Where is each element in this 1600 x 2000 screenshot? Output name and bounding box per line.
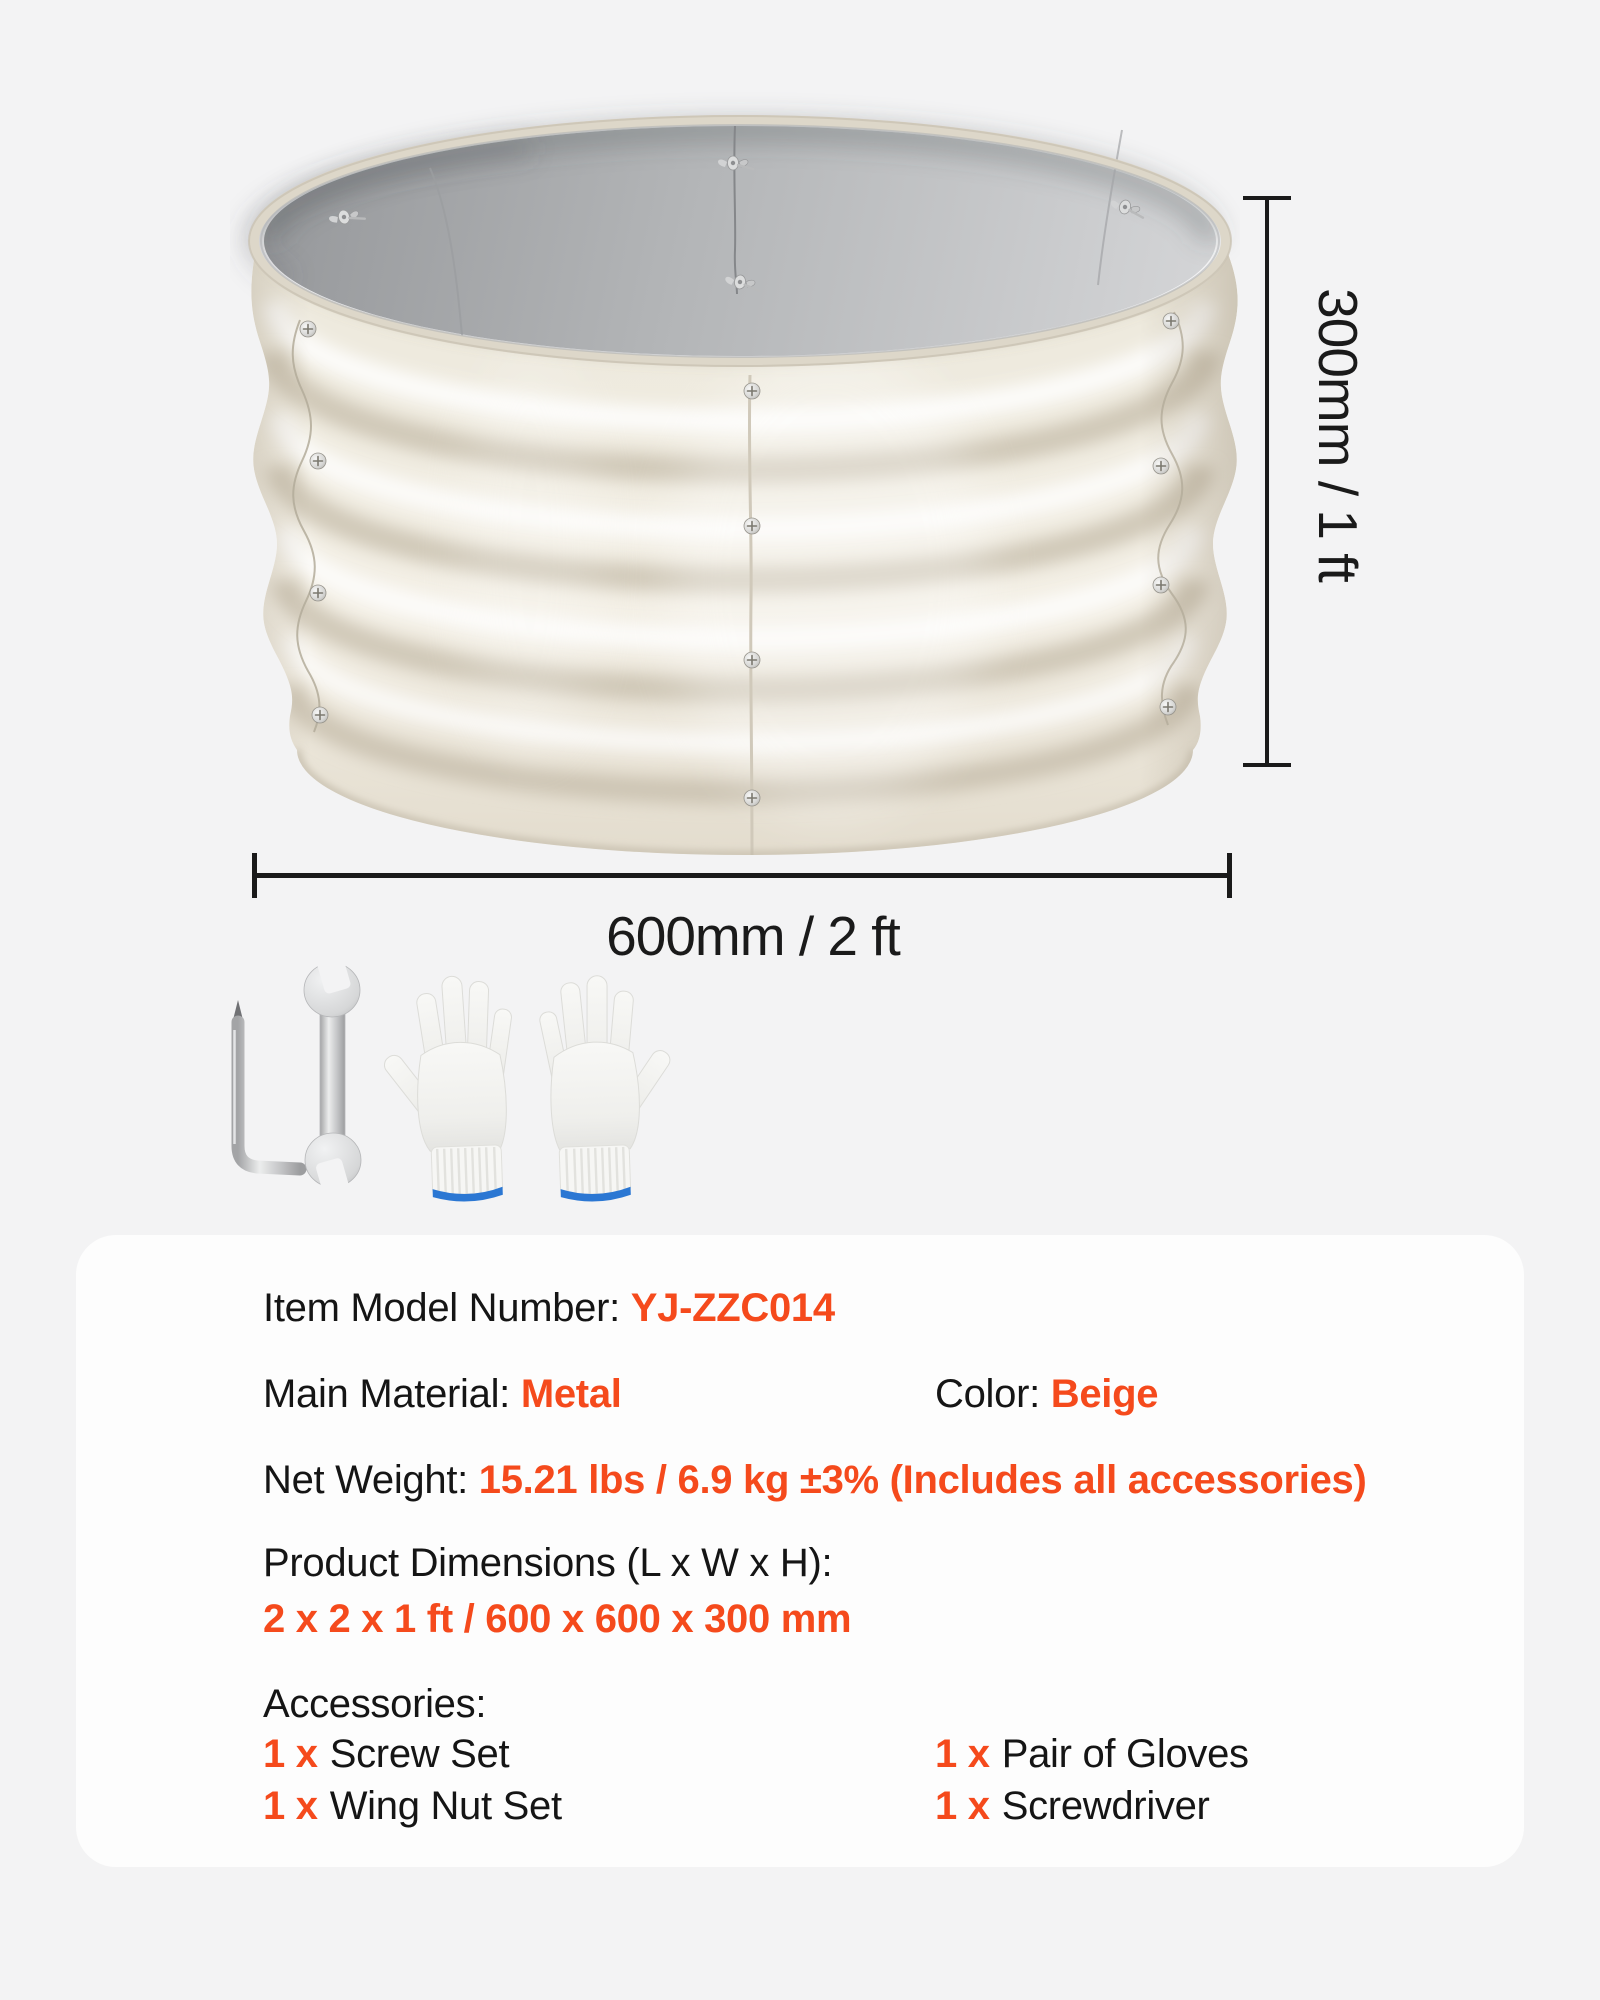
height-dimension-cap-top (1243, 196, 1291, 200)
color-label: Color: (935, 1372, 1040, 1416)
accessory-qty: 1 x (263, 1784, 318, 1828)
width-dimension-cap-left (252, 853, 257, 898)
screw-icon (744, 652, 760, 668)
screw-icon (1153, 577, 1169, 593)
height-dimension-label: 300mm / 1 ft (1307, 288, 1369, 582)
screw-icon (310, 453, 326, 469)
accessory-name: Screwdriver (1001, 1784, 1210, 1828)
material-value: Metal (520, 1372, 622, 1416)
material-label: Main Material: (263, 1372, 510, 1416)
screw-icon (1160, 699, 1176, 715)
screw-icon (312, 707, 328, 723)
screw-icon (300, 321, 316, 337)
color-value: Beige (1050, 1372, 1159, 1416)
screw-icon (1163, 313, 1179, 329)
screw-icon (744, 383, 760, 399)
width-dimension-line (254, 873, 1230, 878)
wrench-icon (304, 950, 361, 1209)
accessories-label: Accessories: (263, 1682, 487, 1726)
screw-icon (744, 790, 760, 806)
width-dimension-label: 600mm / 2 ft (606, 905, 900, 967)
model-value: YJ-ZZC014 (630, 1286, 835, 1330)
accessory-qty: 1 x (263, 1732, 318, 1776)
accessory-name: Wing Nut Set (329, 1784, 562, 1828)
accessories-image (180, 950, 680, 1210)
width-dimension-cap-right (1227, 853, 1232, 898)
dimensions-value: 2 x 2 x 1 ft / 600 x 600 x 300 mm (263, 1597, 852, 1641)
accessory-qty: 1 x (935, 1784, 990, 1828)
weight-label: Net Weight: (263, 1458, 468, 1502)
spec-card (76, 1235, 1524, 1867)
height-dimension-cap-bottom (1243, 763, 1291, 767)
garden-bed-image (230, 80, 1240, 870)
model-label: Item Model Number: (263, 1286, 620, 1330)
accessory-qty: 1 x (935, 1732, 990, 1776)
accessory-name: Pair of Gloves (1001, 1732, 1249, 1776)
screw-icon (1153, 458, 1169, 474)
screw-icon (310, 585, 326, 601)
height-dimension-line (1265, 198, 1269, 765)
accessory-name: Screw Set (329, 1732, 510, 1776)
gloves-icon (378, 973, 678, 1204)
dimensions-label: Product Dimensions (L x W x H): (263, 1541, 833, 1585)
weight-value: 15.21 lbs / 6.9 kg ±3% (Includes all accessories) (478, 1458, 1367, 1502)
l-screwdriver-icon (232, 1000, 300, 1169)
screw-icon (744, 518, 760, 534)
